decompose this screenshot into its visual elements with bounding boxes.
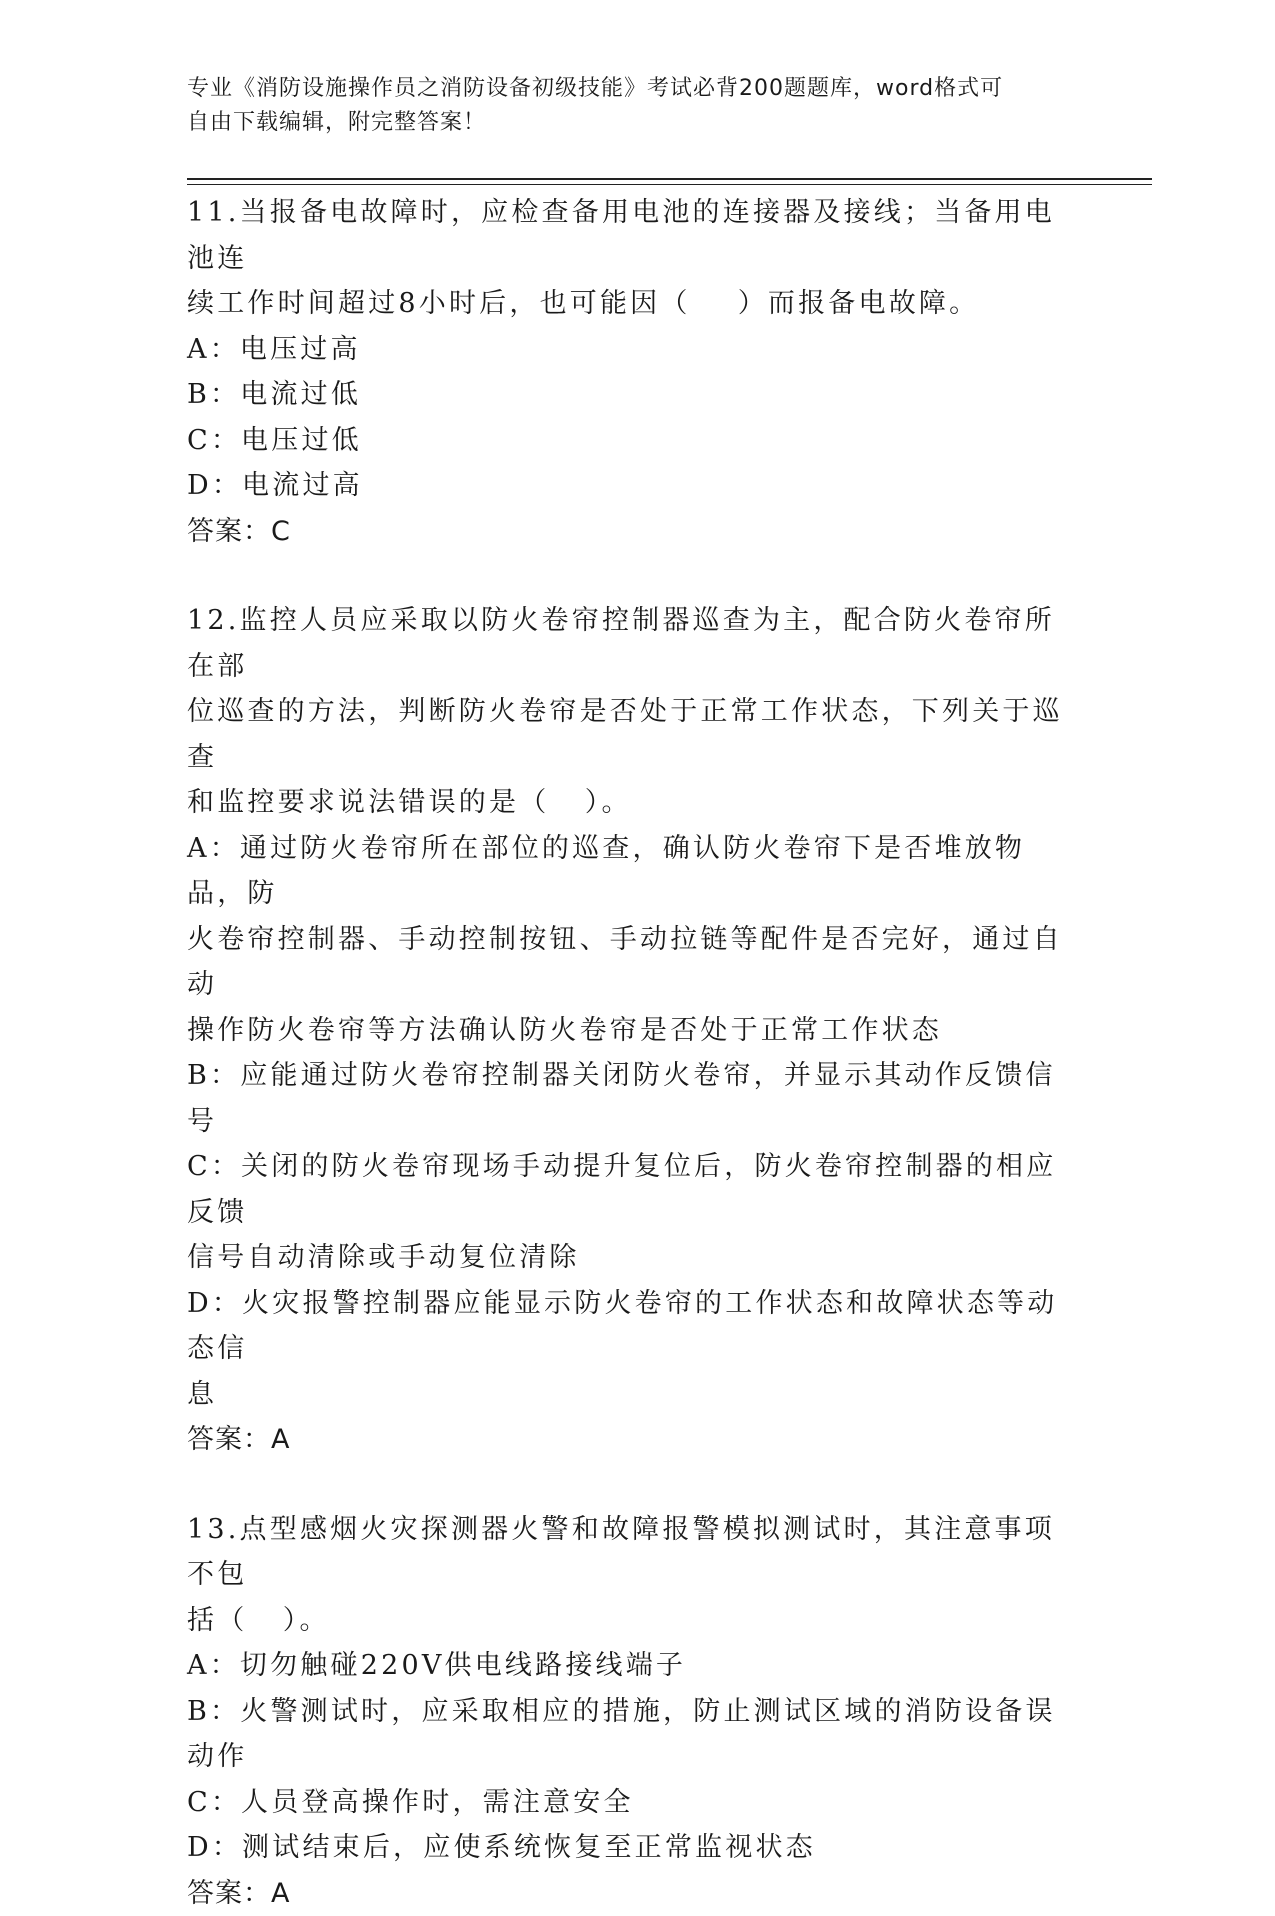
questions-list bbox=[187, 190, 1077, 1916]
option-a: A：电压过高 bbox=[187, 327, 1077, 373]
page-header bbox=[187, 72, 1087, 140]
question-stem-line: 括（ ）。 bbox=[187, 1598, 1077, 1644]
option-d-line: D：火灾报警控制器应能显示防火卷帘的工作状态和故障状态等动态信 bbox=[187, 1281, 1077, 1372]
header-line-1: 专业《消防设施操作员之消防设备初级技能》考试必背200题题库，word格式可 bbox=[187, 72, 1087, 106]
question-11 bbox=[187, 190, 1077, 554]
option-a: A：切勿触碰220V供电线路接线端子 bbox=[187, 1643, 1077, 1689]
question-stem-line: 13.点型感烟火灾探测器火警和故障报警模拟测试时，其注意事项不包 bbox=[187, 1507, 1077, 1598]
option-c-line: C：关闭的防火卷帘现场手动提升复位后，防火卷帘控制器的相应反馈 bbox=[187, 1144, 1077, 1235]
question-stem-line: 和监控要求说法错误的是（ ）。 bbox=[187, 780, 1077, 826]
option-a-line: 火卷帘控制器、手动控制按钮、手动拉链等配件是否完好，通过自动 bbox=[187, 917, 1077, 1008]
answer-label: 答案：C bbox=[187, 509, 1077, 555]
option-a-line: 操作防火卷帘等方法确认防火卷帘是否处于正常工作状态 bbox=[187, 1008, 1077, 1054]
option-d-line: 息 bbox=[187, 1372, 1077, 1418]
option-c: C：人员登高操作时，需注意安全 bbox=[187, 1780, 1077, 1826]
question-12 bbox=[187, 598, 1077, 1463]
answer-label: 答案：A bbox=[187, 1871, 1077, 1916]
option-d: D：测试结束后，应使系统恢复至正常监视状态 bbox=[187, 1825, 1077, 1871]
question-stem-line: 续工作时间超过8小时后，也可能因（ ）而报备电故障。 bbox=[187, 281, 1077, 327]
option-d: D：电流过高 bbox=[187, 463, 1077, 509]
option-c-line: 信号自动清除或手动复位清除 bbox=[187, 1235, 1077, 1281]
option-a-line: A：通过防火卷帘所在部位的巡查，确认防火卷帘下是否堆放物品，防 bbox=[187, 826, 1077, 917]
option-c: C：电压过低 bbox=[187, 418, 1077, 464]
header-divider-thin bbox=[187, 184, 1152, 185]
question-stem-line: 11.当报备电故障时，应检查备用电池的连接器及接线；当备用电池连 bbox=[187, 190, 1077, 281]
header-line-2: 自由下载编辑，附完整答案！ bbox=[187, 106, 1087, 140]
option-b: B：火警测试时，应采取相应的措施，防止测试区域的消防设备误动作 bbox=[187, 1689, 1077, 1780]
option-b: B：电流过低 bbox=[187, 372, 1077, 418]
header-divider-thick bbox=[187, 178, 1152, 180]
question-13 bbox=[187, 1507, 1077, 1916]
option-b: B：应能通过防火卷帘控制器关闭防火卷帘，并显示其动作反馈信号 bbox=[187, 1053, 1077, 1144]
answer-label: 答案：A bbox=[187, 1417, 1077, 1463]
question-stem-line: 位巡查的方法，判断防火卷帘是否处于正常工作状态，下列关于巡查 bbox=[187, 689, 1077, 780]
question-stem-line: 12.监控人员应采取以防火卷帘控制器巡查为主，配合防火卷帘所在部 bbox=[187, 598, 1077, 689]
